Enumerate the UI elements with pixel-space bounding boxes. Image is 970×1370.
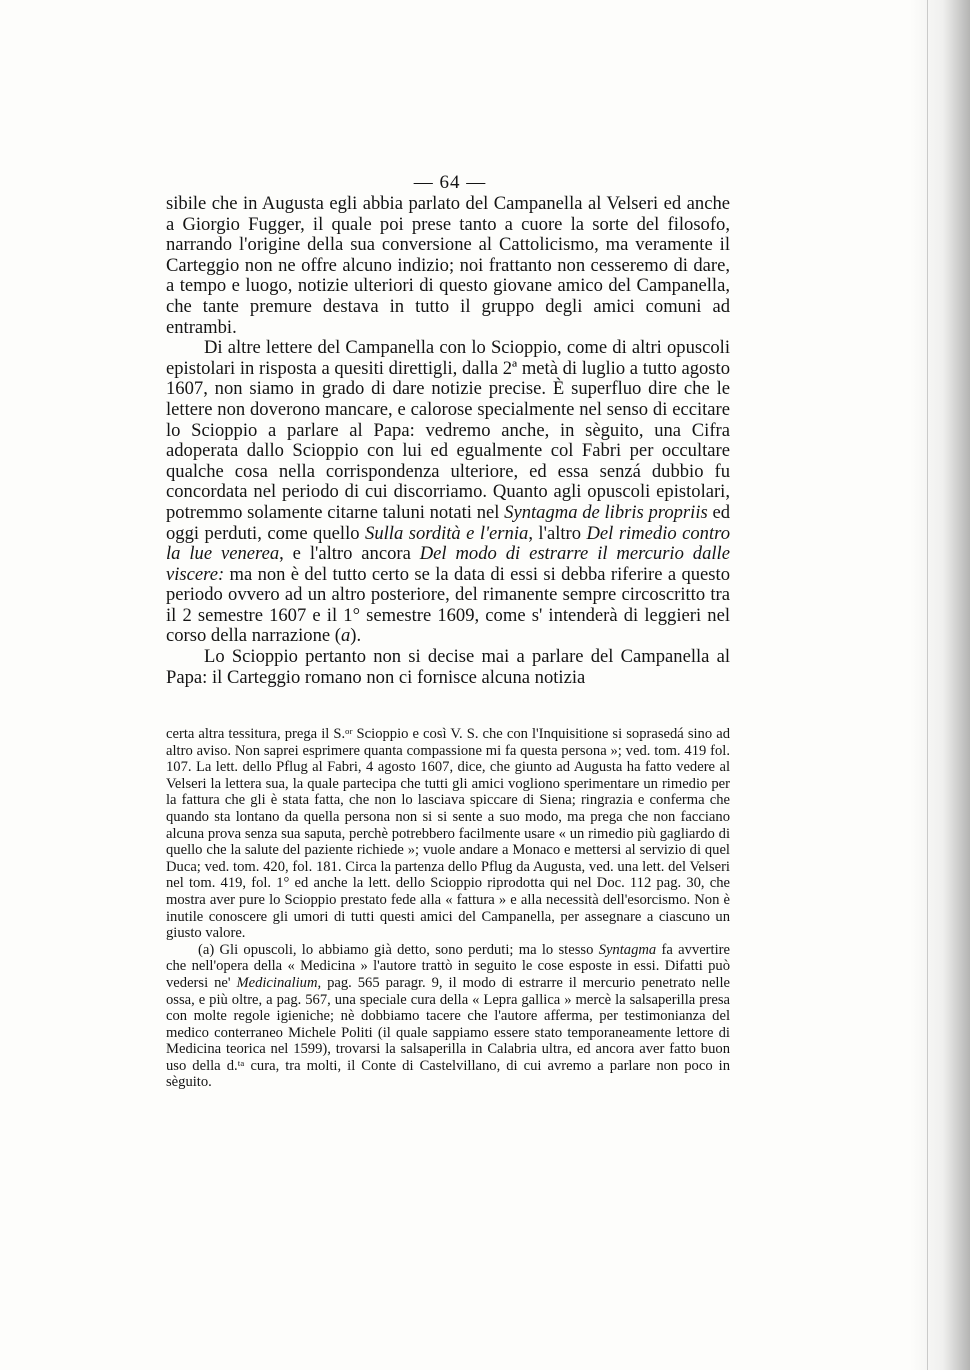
footnote-a-part-a: Gli opuscoli, lo abbiamo già detto, sono perduti; ma lo stesso	[214, 941, 599, 958]
footnote-title-medicinalium: Medicinalium	[236, 974, 318, 991]
footnote-ref-a: a	[341, 625, 351, 647]
footnote-a-part-b: fa avvertire che nell'opera della « Medicina » l'autore trattò in seguito le cose esposte in essi. Difatti può vedersi ne'	[166, 941, 730, 991]
footnote-a-part-c: , pag. 565 paragr. 9, il modo di estrarre il mercurio penetrato nelle ossa, e più oltre, a pag. 567, una speciale cura della « Lepra gallica » mercè la salsaperilla presa con molte regole igieniche; nè dobbiamo tacere che l'autore afferma, per testimonianza del medico conterraneo Michele Politi (il quale sappiamo essere stato temporaneamente lettore di Medicina teorica nel 1599), trovarsi la salsaperilla in Calabria ultra, ed ancora aver fatto buon uso della d.ᵗᵃ cura, tra molti, il Conte di Castelvillano, di cui avremo a parlare non poco in sèguito.	[166, 974, 731, 1091]
paragraph-2-part-a: Di altre lettere del Campanella con lo Scioppio, come di altri opuscoli epistolari in risposta a quesiti direttigli, dalla 2ª metà di luglio a tutto agosto 1607, non siamo in grado di dare notizie precise. È superfluo dire che le lettere non doverono mancare, e calorose specialmente nel senso di eccitare lo Scioppio a parlare al Papa: vedremo anche, in sèguito, una Cifra adoperata dallo Scioppio con lui ed egualmente col Fabri per occultare qualche cosa nella corrispondenza ulteriore, ed essa senzá dubbio fu concordata nel periodo di cui discorriamo. Quanto agli opuscoli epistolari, potremmo solamente citarne taluni notati nel	[166, 337, 730, 523]
paragraph-2-part-b: ed oggi perduti, come quello	[166, 501, 730, 544]
title-mercurio: Del modo di estrarre il mercurio dalle viscere:	[166, 543, 730, 585]
paragraph-2-part-c: , l'altro	[528, 522, 587, 544]
footnote-continued: certa altra tessitura, prega il S.ᵒʳ Scioppio e così V. S. che con l'Inquisitione si soprasedá sino ad altro aviso. Non saprei esprimere quanta compassione mi fa questa persona »; ved. tom. 419 fol. 107. La lett. dello Pflug al Fabri, 4 agosto 1607, dice, che giunto ad Augusta ha fatto vedere al Velseri la lettera sua, la quale partecipa che tutti gli amici vogliono sperimentare un rimedio per la fattura che gli è stata fatta, che non lo lasciava spiccare di Siena; ringrazia e conferma che quando sta lontano da quella persona non si si sente a suo modo, ma prega che non facciano alcuna prova senza sua saputa, perchè potrebbero facilmente usare « un rimedio più gagliardo di quello che la salute del paziente richiede »; vuole andare a Monaco e mettersi al servizio di quel Duca; ved. tom. 420, fol. 181. Circa la partenza dello Pflug da Augusta, ved. una lett. del Velseri nel tom. 419, fol. 1° ed anche la lett. dello Scioppio riprodotta qui nel Doc. 112 pag. 30, che mostra aver pure lo Scioppio prestato fede alla « fattura » e alla necessità dell'esorcismo. Non è inutile conoscere gli umori di tutti questi amici del Campanella, per assegnare a ciascuno un giusto valore.	[166, 726, 730, 942]
main-text	[166, 194, 730, 688]
paragraph-3: Lo Scioppio pertanto non si decise mai a parlare del Campanella al Papa: il Carteggio romano non ci fornisce alcuna notizia	[166, 646, 730, 688]
paragraph-2	[166, 338, 730, 647]
page-edge-line	[927, 0, 928, 1370]
footnotes	[166, 726, 730, 1091]
footnote-a	[166, 942, 730, 1091]
paragraph-2-part-e: ma non è del tutto certo se la data di essi si debba riferire a questo periodo ovvero ad un altro posteriore, del rimanente sempre circoscritto tra il 2 semestre 1607 e il 1° semestre 1609, come s' intenderà di leggieri nel corso della narrazione (	[166, 563, 730, 647]
title-sordita: Sulla sordità e l'ernia	[365, 522, 529, 544]
footnote-a-label: (a)	[198, 941, 215, 958]
footnote-title-syntagma: Syntagma	[598, 941, 657, 958]
page-edge-shadow	[910, 0, 970, 1370]
page-number: — 64 —	[413, 172, 487, 193]
paragraph-2-part-f: ).	[350, 625, 362, 647]
paragraph-1: sibile che in Augusta egli abbia parlato del Campanella al Velseri ed anche a Giorgio Fugger, il quale poi prese tanto a cuore la sorte del filosofo, narrando l'origine della sua conversione al Cattolicismo, ma veramente il Carteggio non ne offre alcuno indizio; noi frattanto non cesseremo di dare, a tempo e luogo, notizie ulteriori di questo giovane amico del Campanella, che tante premure destava in tutto il gruppo degli amici comuni ad entrambi.	[166, 193, 730, 338]
paragraph-2-part-d: , e l'altro ancora	[279, 543, 420, 565]
title-rimedio: Del rimedio contro la lue venerea	[166, 522, 730, 565]
title-syntagma: Syntagma de libris propriis	[504, 501, 708, 523]
